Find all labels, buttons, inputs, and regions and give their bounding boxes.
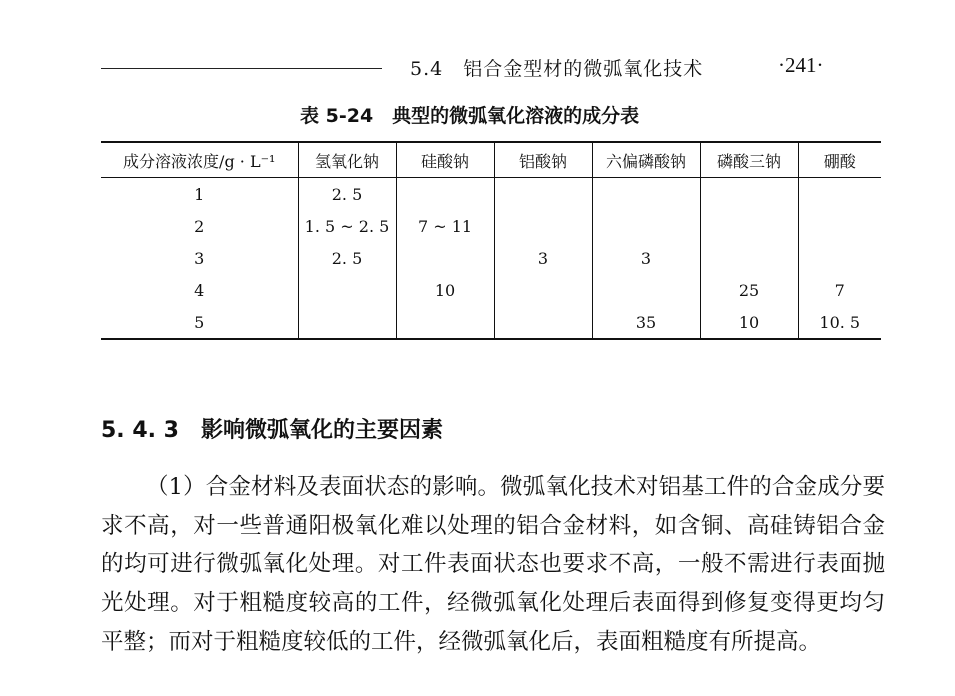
table-cell: 2. 5 (298, 178, 396, 211)
table-row (101, 242, 881, 274)
table-cell (592, 178, 700, 211)
table-cell (298, 306, 396, 339)
table-cell: 10. 5 (798, 306, 881, 339)
table-cell (592, 274, 700, 306)
table-cell (298, 274, 396, 306)
table-cell (592, 210, 700, 242)
header-rule (101, 68, 382, 69)
table-cell: 10 (396, 274, 494, 306)
table-cell (798, 178, 881, 211)
table-title: 表 5-24 典型的微弧氧化溶液的成分表 (300, 105, 640, 127)
column-header: 成分溶液浓度/g · L⁻¹ (101, 142, 298, 178)
table-cell: 35 (592, 306, 700, 339)
table-row (101, 178, 881, 211)
table-cell (700, 210, 798, 242)
table-cell (494, 274, 592, 306)
column-header: 硼酸 (798, 142, 881, 178)
column-header: 氢氧化钠 (298, 142, 396, 178)
section-heading (101, 413, 443, 444)
paragraph: （1）合金材料及表面状态的影响。微弧氧化技术对铝基工件的合金成分要求不高，对一些普通阳极氧化难以处理的铝合金材料，如含铜、高硅铸铝合金的均可进行微弧氧化处理。对工件表面状态也要求不高，一般不需进行表面抛光处理。对于粗糙度较高的工件，经微弧氧化处理后表面得到修复变得更均匀平整；而对于粗糙度较低的工件，经微弧氧化后，表面粗糙度有所提高。 (101, 474, 885, 655)
table-cell (396, 306, 494, 339)
table-row (101, 306, 881, 339)
column-header: 六偏磷酸钠 (592, 142, 700, 178)
column-header: 铝酸钠 (494, 142, 592, 178)
page-number: ·241· (778, 53, 824, 77)
table-cell: 7 ~ 11 (396, 210, 494, 242)
table-cell (396, 242, 494, 274)
table-cell (494, 178, 592, 211)
table-cell: 5 (194, 312, 205, 332)
table-cell (798, 210, 881, 242)
composition-table (101, 141, 881, 340)
table-cell: 10 (700, 306, 798, 339)
table-cell (494, 306, 592, 339)
column-header: 磷酸三钠 (700, 142, 798, 178)
table-cell (700, 242, 798, 274)
table-cell: 7 (798, 274, 881, 306)
body-text (101, 468, 885, 662)
table-cell: 2. 5 (298, 242, 396, 274)
table-cell (396, 178, 494, 211)
table-cell (700, 178, 798, 211)
table-cell: 3 (494, 242, 592, 274)
table-cell: 3 (194, 248, 205, 268)
section-number: 5. 4. 3 (101, 418, 179, 443)
table-cell (798, 242, 881, 274)
table-cell: 4 (194, 280, 205, 300)
table-header-row (101, 142, 881, 178)
table-row (101, 274, 881, 306)
table-cell: 2 (194, 216, 205, 236)
table-cell: 1 (194, 184, 205, 204)
table-cell: 3 (592, 242, 700, 274)
running-header: 5.4 铝合金型材的微弧氧化技术 (410, 58, 704, 80)
table-row (101, 210, 881, 242)
section-title: 影响微弧氧化的主要因素 (200, 418, 443, 443)
table-cell: 25 (700, 274, 798, 306)
column-header: 硅酸钠 (396, 142, 494, 178)
table-cell: 1. 5 ~ 2. 5 (298, 210, 396, 242)
table-cell (494, 210, 592, 242)
